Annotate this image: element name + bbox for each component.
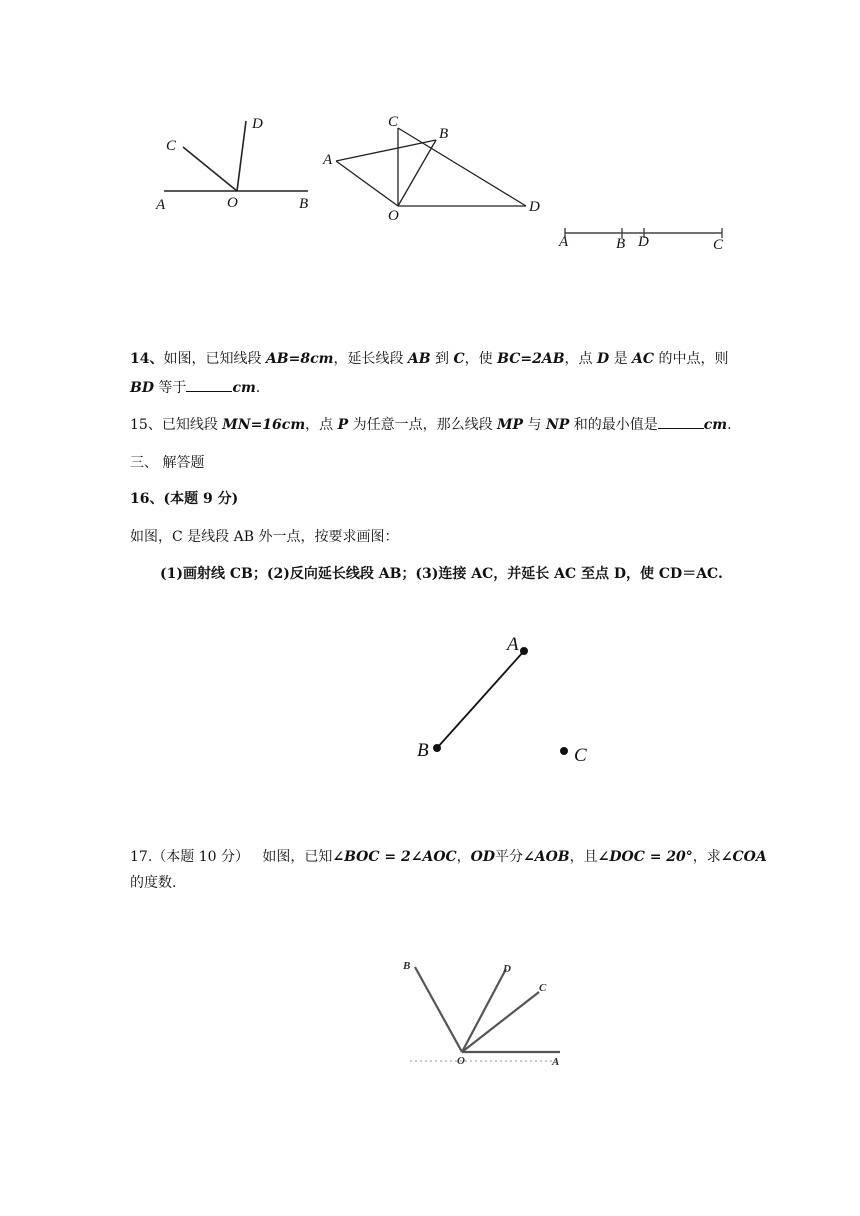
math-mn-eq: MN=16cm — [222, 417, 306, 433]
math-mp: MP — [497, 417, 524, 433]
question-14-line2 — [130, 379, 260, 397]
question-17-line1 — [130, 848, 767, 866]
label-a: A — [507, 634, 519, 655]
text: 为任意一点，那么线段 — [348, 417, 498, 433]
label-o: O — [227, 195, 238, 211]
label-a: A — [559, 234, 569, 250]
label-o: O — [388, 208, 399, 223]
math-np: NP — [545, 417, 570, 433]
math-ab-eq: AB=8cm — [265, 351, 334, 367]
label-b: B — [403, 960, 411, 972]
question-16-stem: 如图，C 是线段 AB 外一点，按要求画图： — [130, 529, 399, 545]
math-c: C — [453, 351, 465, 367]
text: . — [255, 380, 261, 396]
question-16-tasks: (1)画射线 CB；(2)反向延长线段 AB；(3)连接 AC，并延长 AC 至点 D，使 CD＝AC. — [160, 566, 723, 582]
label-a: A — [156, 197, 166, 213]
question-17-line2: 的度数. — [130, 875, 177, 891]
label-a: A — [323, 152, 333, 168]
text: 与 — [523, 417, 546, 433]
math-d: D — [596, 351, 610, 367]
math-expr-boc: ∠BOC = 2∠AOC — [332, 849, 457, 865]
text: 如图，已知 — [262, 849, 333, 865]
answer-blank[interactable] — [658, 416, 704, 429]
label-o: O — [457, 1055, 465, 1067]
label-d: D — [638, 234, 649, 250]
text: 平分 — [495, 849, 523, 865]
text: ，求 — [692, 849, 721, 865]
label-c: C — [713, 237, 724, 253]
label-d: D — [529, 199, 540, 215]
answer-blank[interactable] — [186, 379, 232, 392]
label-b: B — [439, 126, 449, 142]
question-number: 14、 — [130, 351, 164, 367]
label-b: B — [616, 236, 626, 252]
label-b: B — [417, 740, 429, 761]
text: ，点 — [564, 351, 597, 367]
label-c: C — [166, 138, 177, 154]
question-15 — [130, 416, 732, 434]
question-14-line1 — [130, 350, 729, 368]
math-bd: BD — [130, 380, 154, 396]
figure-q17 — [398, 955, 568, 1070]
math-od: OD — [470, 849, 495, 865]
label-b: B — [299, 196, 309, 212]
label-d: D — [503, 963, 511, 975]
section-heading: 三、 解答题 — [130, 455, 205, 471]
text: ，延长线段 — [333, 351, 408, 367]
text: ，使 — [464, 351, 498, 367]
text: ， — [456, 849, 471, 865]
figure-segment-points — [556, 222, 731, 254]
question-number: 15、 — [130, 417, 162, 433]
math-bc-eq: BC=2AB — [497, 351, 565, 367]
text: 等于 — [153, 380, 187, 396]
label-c: C — [574, 745, 587, 766]
question-16-header: 16、(本题 9 分) — [130, 491, 239, 507]
unit-cm: cm — [232, 380, 256, 396]
label-c: C — [539, 982, 547, 994]
text: 到 — [430, 351, 454, 367]
figure-q16 — [405, 625, 605, 775]
unit-cm: cm — [703, 417, 728, 433]
label-d: D — [252, 116, 263, 132]
math-coa: ∠COA — [720, 849, 767, 865]
text: 已知线段 — [161, 417, 223, 433]
math-ac: AC — [632, 351, 655, 367]
text: ，且 — [569, 849, 598, 865]
text: ，点 — [305, 417, 338, 433]
text: 和的最小值是 — [569, 417, 658, 433]
figure-angle-on-line — [150, 108, 320, 218]
text: 是 — [609, 351, 633, 367]
math-p: P — [337, 417, 349, 433]
question-17-header: 17.（本题 10 分） — [130, 849, 249, 865]
math-ab: AB — [407, 351, 431, 367]
text: . — [727, 417, 732, 433]
label-c: C — [388, 114, 399, 130]
label-a: A — [552, 1056, 560, 1068]
text: 如图，已知线段 — [163, 351, 266, 367]
text: 的中点，则 — [654, 351, 729, 367]
figure-quadrilateral — [318, 108, 548, 223]
math-expr-doc: ∠DOC = 20° — [597, 849, 693, 865]
math-aob: ∠AOB — [523, 849, 570, 865]
